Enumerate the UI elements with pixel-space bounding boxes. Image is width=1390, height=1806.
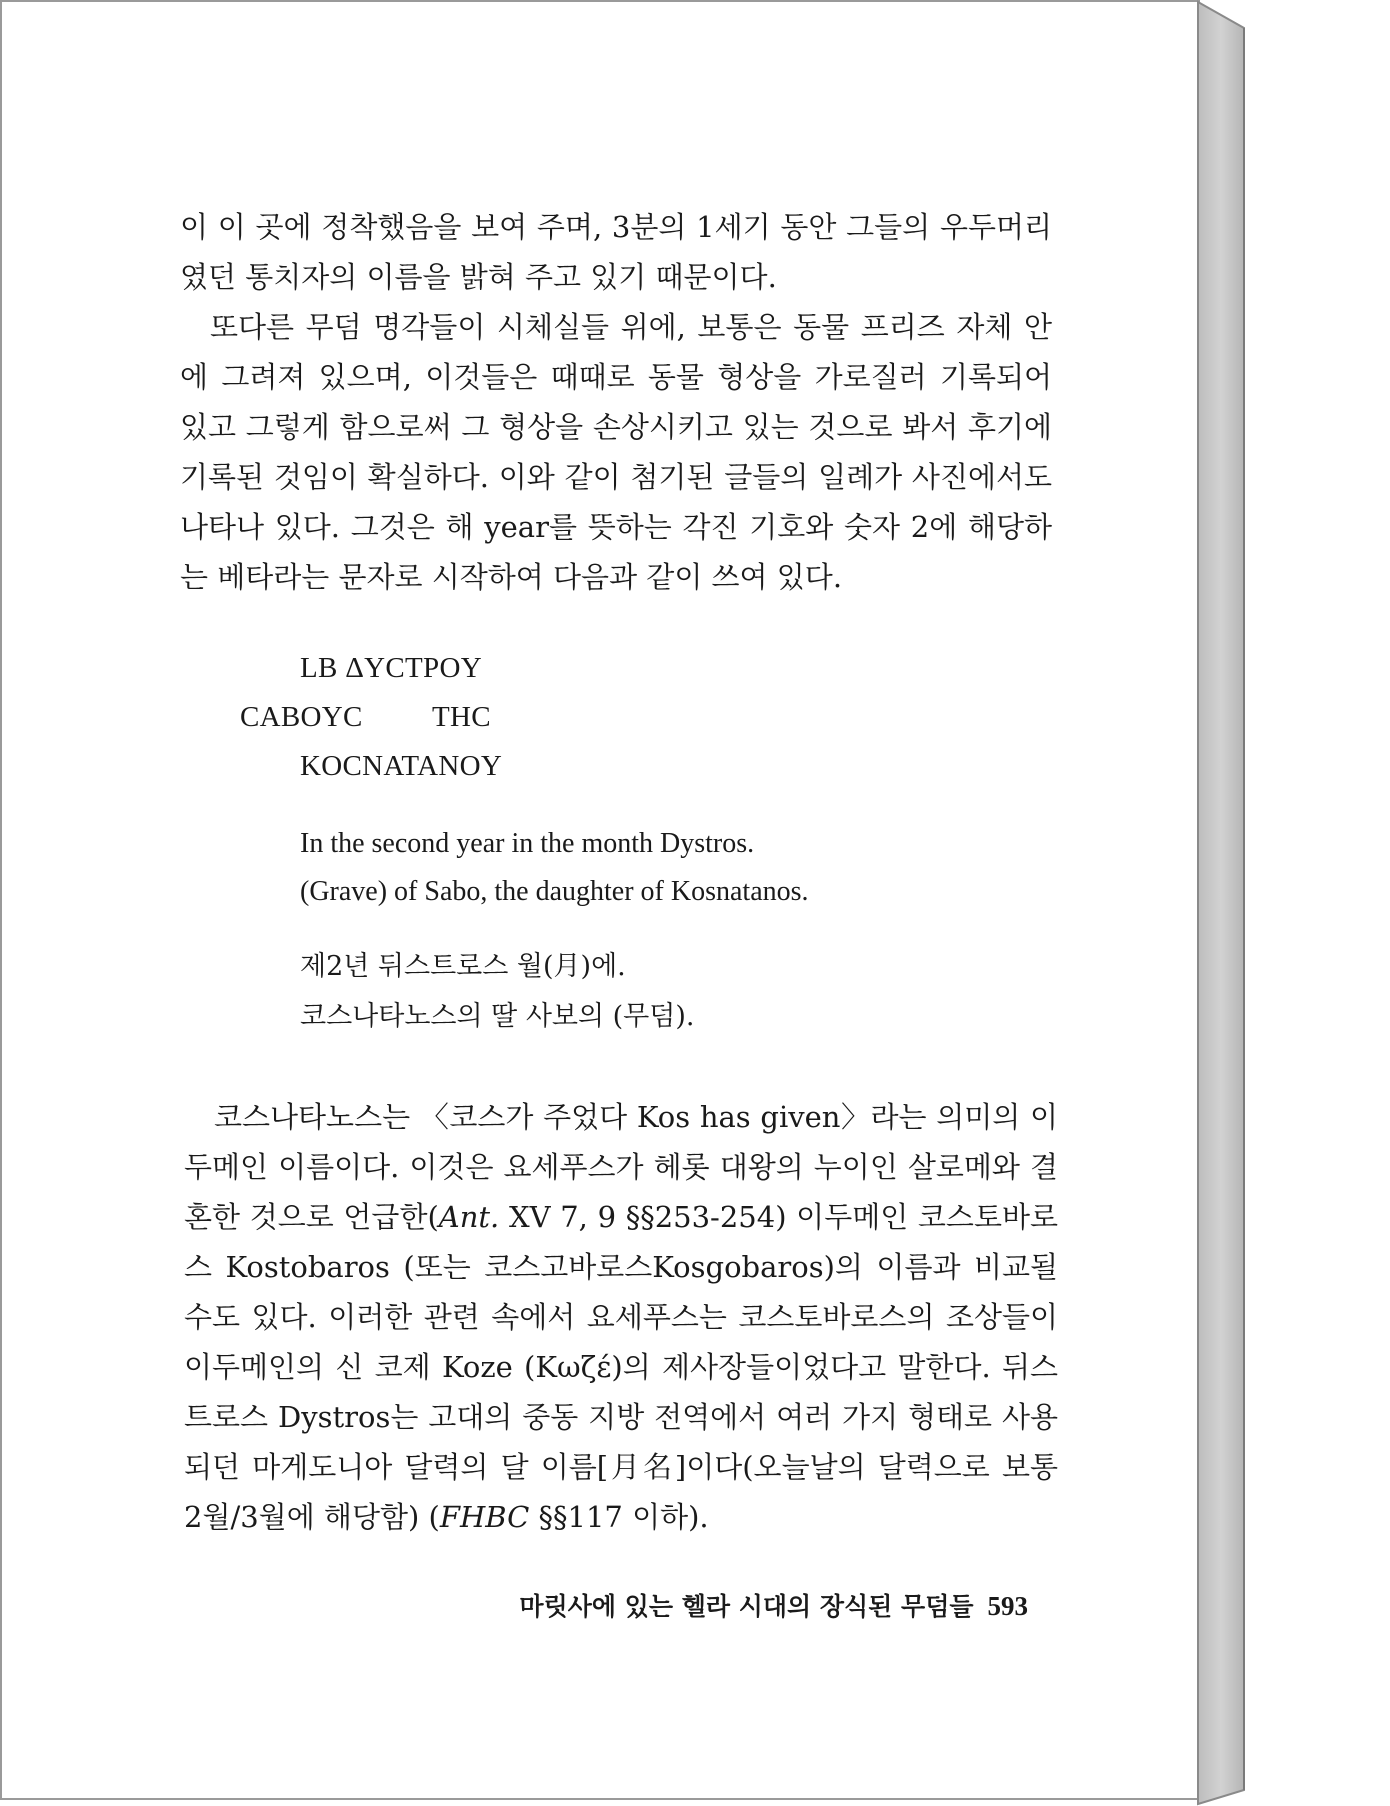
citation-ant: Ant. xyxy=(438,1200,500,1234)
greek-inscription xyxy=(240,644,900,791)
book-spine-graphic xyxy=(1196,0,1276,1806)
citation-fhbc: FHBC xyxy=(439,1500,530,1534)
inscription-word-caboyc: CABOYC xyxy=(240,701,363,733)
paragraph-continuation: 이 이 곳에 정착했음을 보여 주며, 3분의 1세기 동안 그들의 우두머리였던 통치자의 이름을 밝혀 주고 있기 때문이다. xyxy=(180,210,1052,294)
inscription-line-3: KOCNATANOY xyxy=(300,750,503,782)
inscription-line-2 xyxy=(240,693,840,742)
paragraph-inscriptions: 또다른 무덤 명각들이 시체실들 위에, 보통은 동물 프리즈 자체 안에 그려져 있으며, 이것들은 때때로 동물 형상을 가로질러 기록되어 있고 그렇게 함으로써 그 형상을 손상시키고 있는 것으로 봐서 후기에 기록된 것임이 확실하다. 이와 같이 첨기된 글들의 일례가 사진에서도 나타나 있다. 그것은 해 year를 뜻하는 각진 기호와 숫자 2에 해당하는 베타라는 문자로 시작하여 다음과 같이 쓰여 있다. xyxy=(180,310,1052,594)
running-footer xyxy=(519,1587,1028,1623)
running-title: 마릿사에 있는 헬라 시대의 장식된 무덤들 xyxy=(519,1592,974,1621)
book-spine-edge xyxy=(1196,0,1276,1806)
inscription-line-1: LB ΔYCTPOY xyxy=(300,652,482,684)
paragraph-kosnatanos: 코스나타노스는 〈코스가 주었다 Kos has given〉라는 의미의 이두메인 이름이다. 이것은 요세푸스가 헤롯 대왕의 누이인 살로메와 결혼한 것으로 언급한(Ant. XV 7, 9 §§253-254) 이두메인 코스토바로스 Kostobaros (또는 코스고바로스Kosgobaros)의 이름과 비교될 수도 있다. 이러한 관련 속에서 요세푸스는 코스토바로스의 조상들이 이두메인의 신 코제 Koze (Κωζέ)의 제사장들이었다고 말한다. 뒤스트로스 Dystros는 고대의 중동 지방 전역에서 여러 가지 형태로 사용되던 마게도니아 달력의 달 이름[月名]이다(오늘날의 달력으로 보통 2월/3월에 해당함) (FHBC §§117 이하). xyxy=(184,1100,1058,1534)
page-number: 593 xyxy=(987,1591,1028,1621)
korean-translation-line-1: 제2년 뒤스트로스 월(月)에. xyxy=(300,951,626,982)
korean-translation-line-2: 코스나타노스의 딸 사보의 (무덤). xyxy=(300,1001,695,1032)
english-translation-line-2: (Grave) of Sabo, the daughter of Kosnatanos. xyxy=(300,876,809,907)
english-translation xyxy=(300,820,809,916)
english-translation-line-1: In the second year in the month Dystros. xyxy=(300,828,755,859)
korean-translation xyxy=(300,942,694,1042)
inscription-word-thc: THC xyxy=(432,701,491,733)
